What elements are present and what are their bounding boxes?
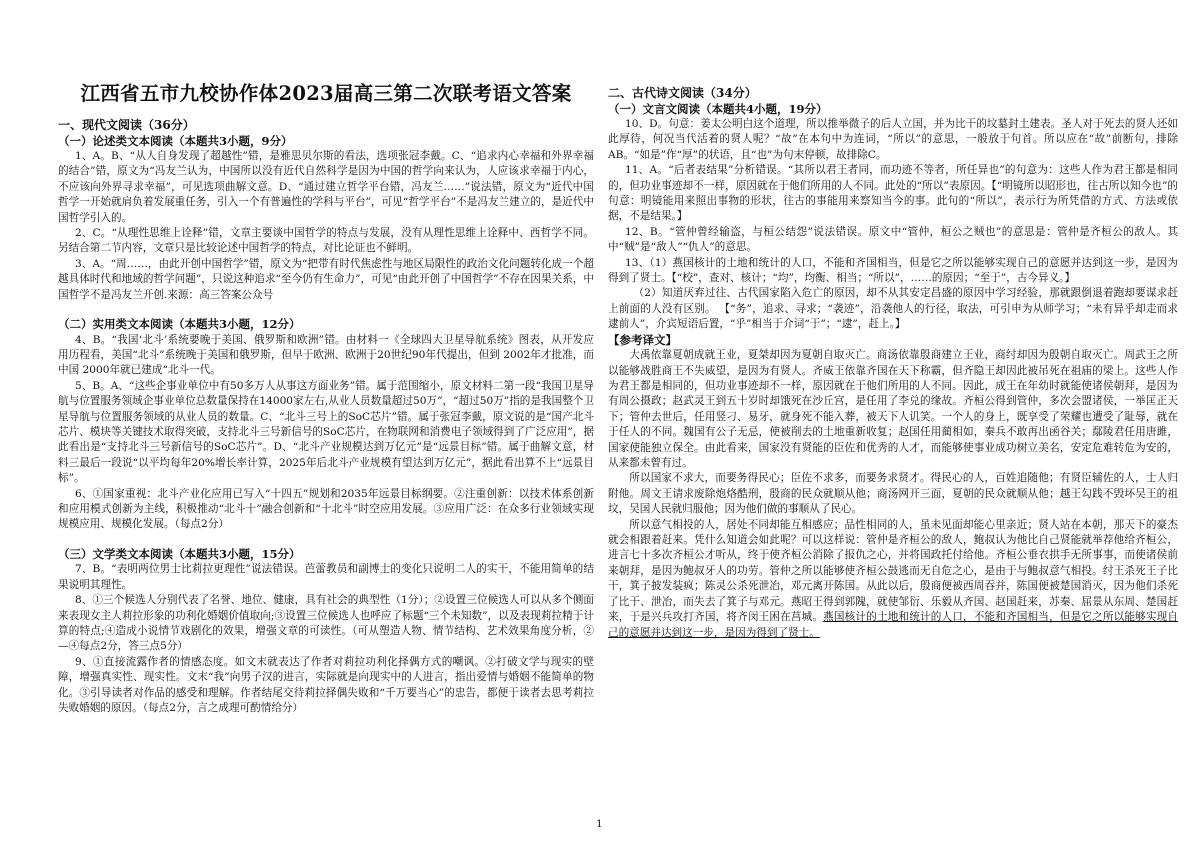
translation-underlined-sentence: 燕国核计的土地和统计的人口，不能和齐国相当，但是它之所以能够实现自己的意愿并达到这一步，是因为得到了贤士。 [608,611,1178,639]
translation-paragraph-2: 所以国家不求大，而要务得民心；臣佐不求多，而要务求贤才。得民心的人，百姓追随他；有贤臣辅佐的人，士人归附他。周文王请求废除炮烙酷刑，殷商的民众就顺从他；商汤网开三面，夏朝的民众就顺从他；越王勾践不毁坏吴王的祖坟，吴国人民就归服他；因为他们做的事顺从了民心。 [608,472,1178,516]
answer-q1: 1、A。B、“从人自身发现了超越性”错，是雅思贝尔斯的看法，选项张冠李戴。C、“追求内心幸福和外界幸福的结合”错，原文为“冯友兰认为，中国所以没有近代自然科学是因为中国的哲学向来认为，人应该求幸福于内心，不应该向外界寻求幸福”，可见选项曲解文意。D、“通过建立哲学平台错，冯友兰……”说法错，原文为“近代中国哲学一开始就肩负着发展重任务，引入一个有普遍性的学科与平台”，可见“哲学平台”不是冯友兰建立的，是近代中国哲学引入的。 [58,150,594,224]
answer-q7: 7、B。“表明两位男士比莉拉更理性”说法错误。芭蕾教员和副博士的变化只说明二人的实干，不能用简单的结果说明其理性。 [58,563,594,591]
answer-q12: 12、B。“管仲曾经输盗，与桓公结怨”说法错误。原文中“管仲，桓公之贼也”的意思是：管仲是齐桓公的敌人。其中“贼”是“敌人”“仇人”的意思。 [608,225,1178,254]
left-column [58,0,594,716]
answer-q8: 8、①三个候选人分别代表了名誉、地位、健康，具有社会的典型性（1分）；②设置三位候选人可以从多个侧面来表现女主人莉拉形象的功利化婚姻价值取向;③设置三位候选人也呼应了标题“三个未知数”，以及表现莉拉精于计算的特点;④造成小说情节戏剧化的效果，增强文章的可读性。（可从塑造人物、情节结构、艺术效果角度分析，②—④每点2分，答三点5分） [58,594,594,653]
answer-q13-part2: （2）知道厌弃过往、古代国家陷入危亡的原因，却不从其安定昌盛的原因中学习经验，那就跟倒退着跑却要谋求赶上前面的人没有区别。 【“务”，追求、寻求；“袭迹”，沿袭他人的行径，取法，可引申为从师学习；“未有异乎却走而求逮前人”，介宾短语后置，“乎”相当于介词“于”；“逮”，赶上。】 [608,287,1178,331]
answer-q10: 10、D。句意：姜太公明白这个道理，所以推举微子的后人立国，并为比干的坟墓封土建表。圣人对于死去的贤人还如此厚待，何况当代活着的贤人呢？“故”在本句中为连词，“所以”的意思，一般放于句首。所以应在“故”前断句，排除AB。“如是”作“厚”的状语，且“也”为句末停顿，故排除C。 [608,118,1178,161]
section-heading-classical: 二、古代诗文阅读（34分） [608,86,757,100]
section-heading-modern-reading: 一、现代文阅读（36分） [58,118,195,132]
subsection-argumentative: （一）论述类文本阅读（本题共3小题，9分） [58,133,293,148]
answer-q9: 9、①直接流露作者的情感态度。如文末就表达了作者对莉拉功利化择偶方式的嘲讽。②打破文学与现实的壁障，增强真实性、现实性。文末“我”向男子汉的进言，实际就是向现实中的人进言，指出爱情与婚姻不能简单的物化。③引导读者对作品的感受和理解。作者结尾交待莉拉择偶失败和“千万要当心”的忠告，都便于读者去思考莉拉失败婚姻的原因。（每点2分，言之成理可酌情给分） [58,655,594,714]
translation-paragraph-3-text: 所以意气相投的人，居处不同却能互相感应；品性相同的人，虽未见面却能心里亲近；贤人站在本朝，那天下的豪杰就会相跟着赶来。凭什么知道会如此呢？可以这样说：管仲是齐桓公的敌人，鲍叔认为他比自己贤能就举荐他给齐桓公，进言七十多次齐桓公才听从，终于使齐桓公消除了报仇之心，并将国政托付给他。齐桓公垂衣拱手无所事事，而使诸侯前来朝拜，是因为鲍叔牙人的功劳。管仲之所以能够使齐桓公鼓逃而无自危之心，是由于与鲍叔意气相投。纣王杀死王子比干，箕子披发装疯；陈灵公杀死泄冶，邓元离开陈国。从此以后，殷商便被西周吞并，陈国便被楚国消灭，因为他们杀死了比干、泄冶，而失去了箕子与邓元。燕昭王得到郭隗，就使邹衍、乐毅从齐国、赵国赶来，苏秦、屈景从东周、楚国赶来，于是兴兵攻打齐国，将齐闵王困在莒城。 [608,518,1178,624]
answer-q13-part1: 13、（1）燕国核计的土地和统计的人口，不能和齐国相当，但是它之所以能够实现自己的意愿并达到这一步，是因为得到了贤士。【“校”，查对、核计；“均”，均衡、相当；“所以”，……的原因；“至于”，古今异义。】 [608,256,1178,285]
subsection-practical: （二）实用类文本阅读（本题共3小题，12分） [58,317,301,332]
subsection-literary: （三）文学类文本阅读（本题共3小题，15分） [58,546,301,561]
translation-paragraph-3 [608,518,1178,641]
right-column [608,0,1178,641]
page-number: 1 [596,818,603,830]
answer-q6: 6、①国家重视：北斗产业化应用已写入“十四五”规划和2035年远景目标纲要。②注重创新：以技术体系创新和应用模式创新为主线，积极推动“北斗十”融合创新和“十北斗”时空应用发展。③应用广泛：在众多行业领域实现规模应用、规模化发展。（每点2分） [58,487,594,531]
answer-q4: 4、B。“我国‘北斗’系统要晚于美国、俄罗斯和欧洲”错。由材料一《全球四大卫星导航系统》图表，从开发应用历程看，美国“北斗”系统晚于美国和俄罗斯，但早于欧洲、欧洲于20世纪90年代提出，但到 2002年才批准，而中国 2000年就已建成“北斗一代。 [58,333,594,377]
subsection-classical-prose: （一）文言文阅读（本题共4小题，19分） [608,101,828,116]
answer-q5: 5、B。A、“这些企事业单位中有50多万人从事这方面业务”错。属于范围缩小，原文材料二第一段“我国卫星导航与位置服务领域企事业单位总数量保持在14000家左右,从业人员数量超过50万”，“超过50万”指的是我国整个卫星导航与位置服务领域的从业人员的数量。C、“北斗三号上的SoC芯片”错。属于张冠李戴，原文说的是“国产北斗芯片、模块等关键技术取得突破，支持北斗三号新信号的SoC芯片，在物联网和消费电子领域得到了广泛应用”，据此看出是“支持北斗三号新信号的SoC芯片”。D、“北斗产业规模达到万亿元”是“远景目标”错。属于曲解文意，材料三最后一段说“以平均每年20%增长率计算，2025年后北斗产业规模有望达到万亿元”，据此看出算不上“远景目标”。 [58,379,595,485]
reference-translation-label: 【参考译文】 [608,332,677,347]
page-title: 江西省五市九校协作体2023届高三第二次联考语文答案 [80,82,572,105]
answer-q2: 2、C。“从理性思维上诠释”错，文章主要谈中国哲学的特点与发展，没有从理性思维上诠释中、西哲学不同。另结合第二节内容，文章只是比较论述中国哲学的特点，对比论证也不鲜明。 [58,227,594,255]
answer-q11: 11、A。“后者表结果”分析错误。“其所以君王者同，而功迹不等者，所任异也”的句意为：这些人作为君王都是相同的，但功业事迹却不一样，原因就在于他们所用的人不同。此处的“所以”表原因。【“明镜所以昭形也，往古所以知今也”的句意：明镜能用来照出事物的形状，往古的事能用来察知当今的事。此句的“所以”，表示行为所凭借的方式、方法或依据，不是结果。】 [608,164,1178,223]
answer-q3: 3、A。“周……，由此开创中国哲学”错，原文为“把带有时代焦虑性与地区局限性的政治文化问题转化成一个超越具体时代和地域的哲学问题”，只说这种追求“至今仍有生命力”，可见“由此开创了中国哲学”不存在因果关系，中国哲学不是冯友兰开创.来源：高三答案公众号 [58,257,594,301]
translation-paragraph-1: 大禹依靠夏朝成就王业，夏桀却因为夏朝自取灭亡。商汤依靠殷商建立王业，商纣却因为殷朝自取灭亡。周武王之所以能够战胜商王不失威望，是因为有贤人。齐威王依靠齐国在天下称霸，但齐隐王却因此被吊死在祖庙的梁上。这些人作为君王都是相同的，但功业事迹却不一样，原因就在于他们所用的人不同。因此，成王在年幼时就能使诸侯朝拜，是因为有周公摄政；赵武灵王到五十岁时却饿死在沙丘宫，是任用了李兑的缘故。齐桓公得到管仲，多次会盟诸侯，一举匡正天下；管仲去世后，任用竖刁、易牙，就身死不能入葬，被天下人讥笑。一个人的身上，既享受了荣耀也遭受了耻辱，就在于任人的不同。魏国有公子无忌，使被削去的土地重新收复；赵国任用蔺相如，秦兵不敢再出函谷关；鄢陵君任用唐雎，国家使能独立保全。由此看来，国家没有贤能的臣佐和优秀的人才，而能够使事业成功树立美名，安定危难转危为安的，从来都未曾有过。 [608,349,1178,470]
